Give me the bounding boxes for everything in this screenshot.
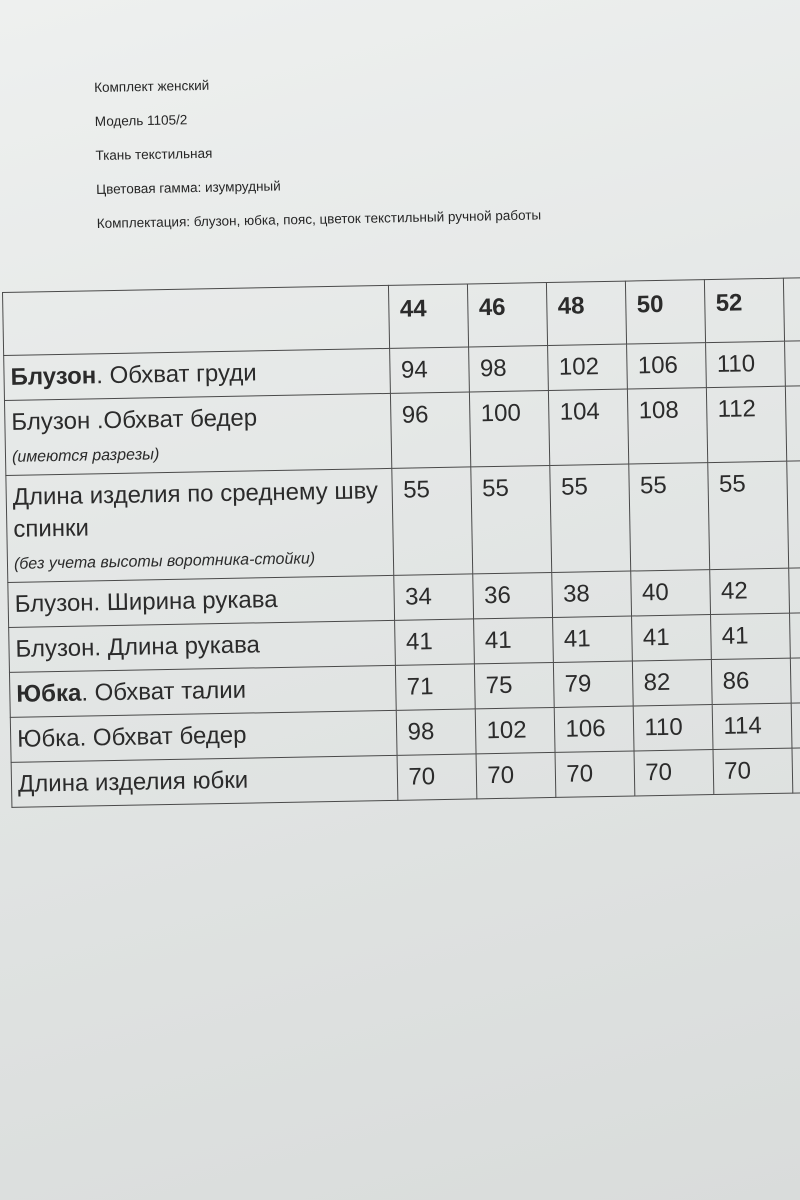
- fabric-info: Ткань текстильная: [95, 145, 213, 163]
- measurement-label: . Обхват груди: [96, 359, 257, 390]
- measurement-value: 55: [708, 461, 789, 569]
- measurement-value: 41: [395, 619, 475, 665]
- measurement-label-cell: [6, 468, 394, 582]
- measurement-value: 112: [707, 386, 787, 462]
- measurement-value: 70: [476, 752, 556, 798]
- measurement-value: 38: [552, 571, 632, 617]
- garment-name: Блузон: [10, 362, 97, 391]
- measurement-label: Блузон .Обхват бедер: [11, 404, 258, 436]
- measurement-value: 104: [549, 389, 629, 465]
- measurement-value: 70: [398, 754, 478, 800]
- measurement-value: 41: [711, 613, 791, 659]
- measurement-value: 114: [713, 703, 793, 749]
- measurement-value: 55: [392, 467, 473, 575]
- measurement-value: 40: [631, 570, 711, 616]
- measurement-value: 42: [710, 568, 790, 614]
- empty-extra-cell: [784, 277, 800, 341]
- measurement-label-cell: [9, 665, 396, 717]
- measurement-label: Юбка. Обхват бедер: [16, 721, 247, 753]
- measurement-value: 98: [397, 709, 477, 755]
- measurement-label: Длина изделия юбки: [17, 766, 249, 798]
- measurement-value: 94: [390, 347, 470, 393]
- measurement-value: 79: [554, 661, 634, 707]
- measurement-value: 110: [706, 341, 786, 387]
- set-contents: Комплектация: блузон, юбка, пояс, цветок текстильный ручной работы: [96, 207, 542, 231]
- measurement-value: 102: [476, 707, 556, 753]
- measurement-value: 70: [555, 751, 635, 797]
- measurement-label: Блузон. Длина рукава: [15, 631, 261, 663]
- measurement-value: 41: [553, 616, 633, 662]
- model-number: Модель 1105/2: [94, 112, 188, 129]
- empty-extra-cell: [787, 460, 800, 568]
- measurement-value: 75: [475, 662, 555, 708]
- measurement-value: 41: [632, 615, 712, 661]
- measurement-value: 106: [555, 706, 635, 752]
- measurement-label-cell: [10, 710, 397, 762]
- measurement-value: 70: [634, 750, 714, 796]
- measurement-label-cell: [4, 348, 391, 400]
- measurement-value: 36: [473, 572, 553, 618]
- empty-extra-cell: [789, 567, 800, 613]
- measurement-value: 110: [634, 705, 714, 751]
- measurement-value: 41: [474, 617, 554, 663]
- empty-extra-cell: [785, 340, 800, 386]
- measurement-row: [6, 460, 800, 582]
- measurement-value: 70: [713, 748, 793, 794]
- measurement-value: 71: [396, 664, 476, 710]
- empty-extra-cell: [791, 702, 800, 748]
- measurement-value: 108: [628, 388, 708, 464]
- size-table: [2, 277, 800, 808]
- measurement-value: 98: [469, 346, 549, 392]
- measurement-label: Длина изделия по среднему шву спинки: [12, 477, 379, 543]
- measurement-value: 82: [633, 660, 713, 706]
- empty-extra-cell: [790, 612, 800, 658]
- measurement-row: [4, 385, 800, 475]
- empty-extra-cell: [792, 747, 800, 793]
- measurement-value: 55: [629, 463, 710, 571]
- measurement-value: 86: [712, 658, 792, 704]
- measurement-label: Блузон. Ширина рукава: [14, 586, 278, 618]
- empty-extra-cell: [791, 657, 800, 703]
- measurement-note: (без учета высоты воротника-стойки): [13, 550, 316, 573]
- color-info: Цветовая гамма: изумрудный: [95, 178, 281, 197]
- measurement-value: 102: [548, 344, 628, 390]
- product-title: Комплект женский: [94, 77, 210, 95]
- measurement-label-cell: [8, 575, 395, 627]
- size-header-cell: 46: [468, 283, 548, 347]
- garment-name: Юбка: [16, 679, 82, 708]
- measurement-label: . Обхват талии: [81, 676, 247, 707]
- size-header-cell: 50: [626, 280, 706, 344]
- measurement-label-cell: [9, 620, 396, 672]
- document-header: [94, 69, 542, 248]
- size-header-cell: 52: [705, 278, 785, 342]
- measurement-label-cell: [11, 755, 398, 807]
- empty-extra-cell: [786, 385, 800, 461]
- measurement-value: 55: [550, 464, 631, 572]
- measurement-value: 100: [470, 390, 550, 466]
- size-header-cell: 44: [389, 284, 469, 348]
- size-table-wrapper: [2, 277, 800, 808]
- size-header-cell: 48: [547, 281, 627, 345]
- measurement-value: 96: [391, 392, 471, 468]
- measurement-note: (имеются разрезы): [11, 446, 160, 466]
- measurement-label-cell: [4, 393, 392, 475]
- measurement-value: 55: [471, 465, 552, 573]
- measurement-value: 106: [627, 343, 707, 389]
- measurement-value: 34: [394, 574, 474, 620]
- header-empty-cell: [3, 285, 391, 355]
